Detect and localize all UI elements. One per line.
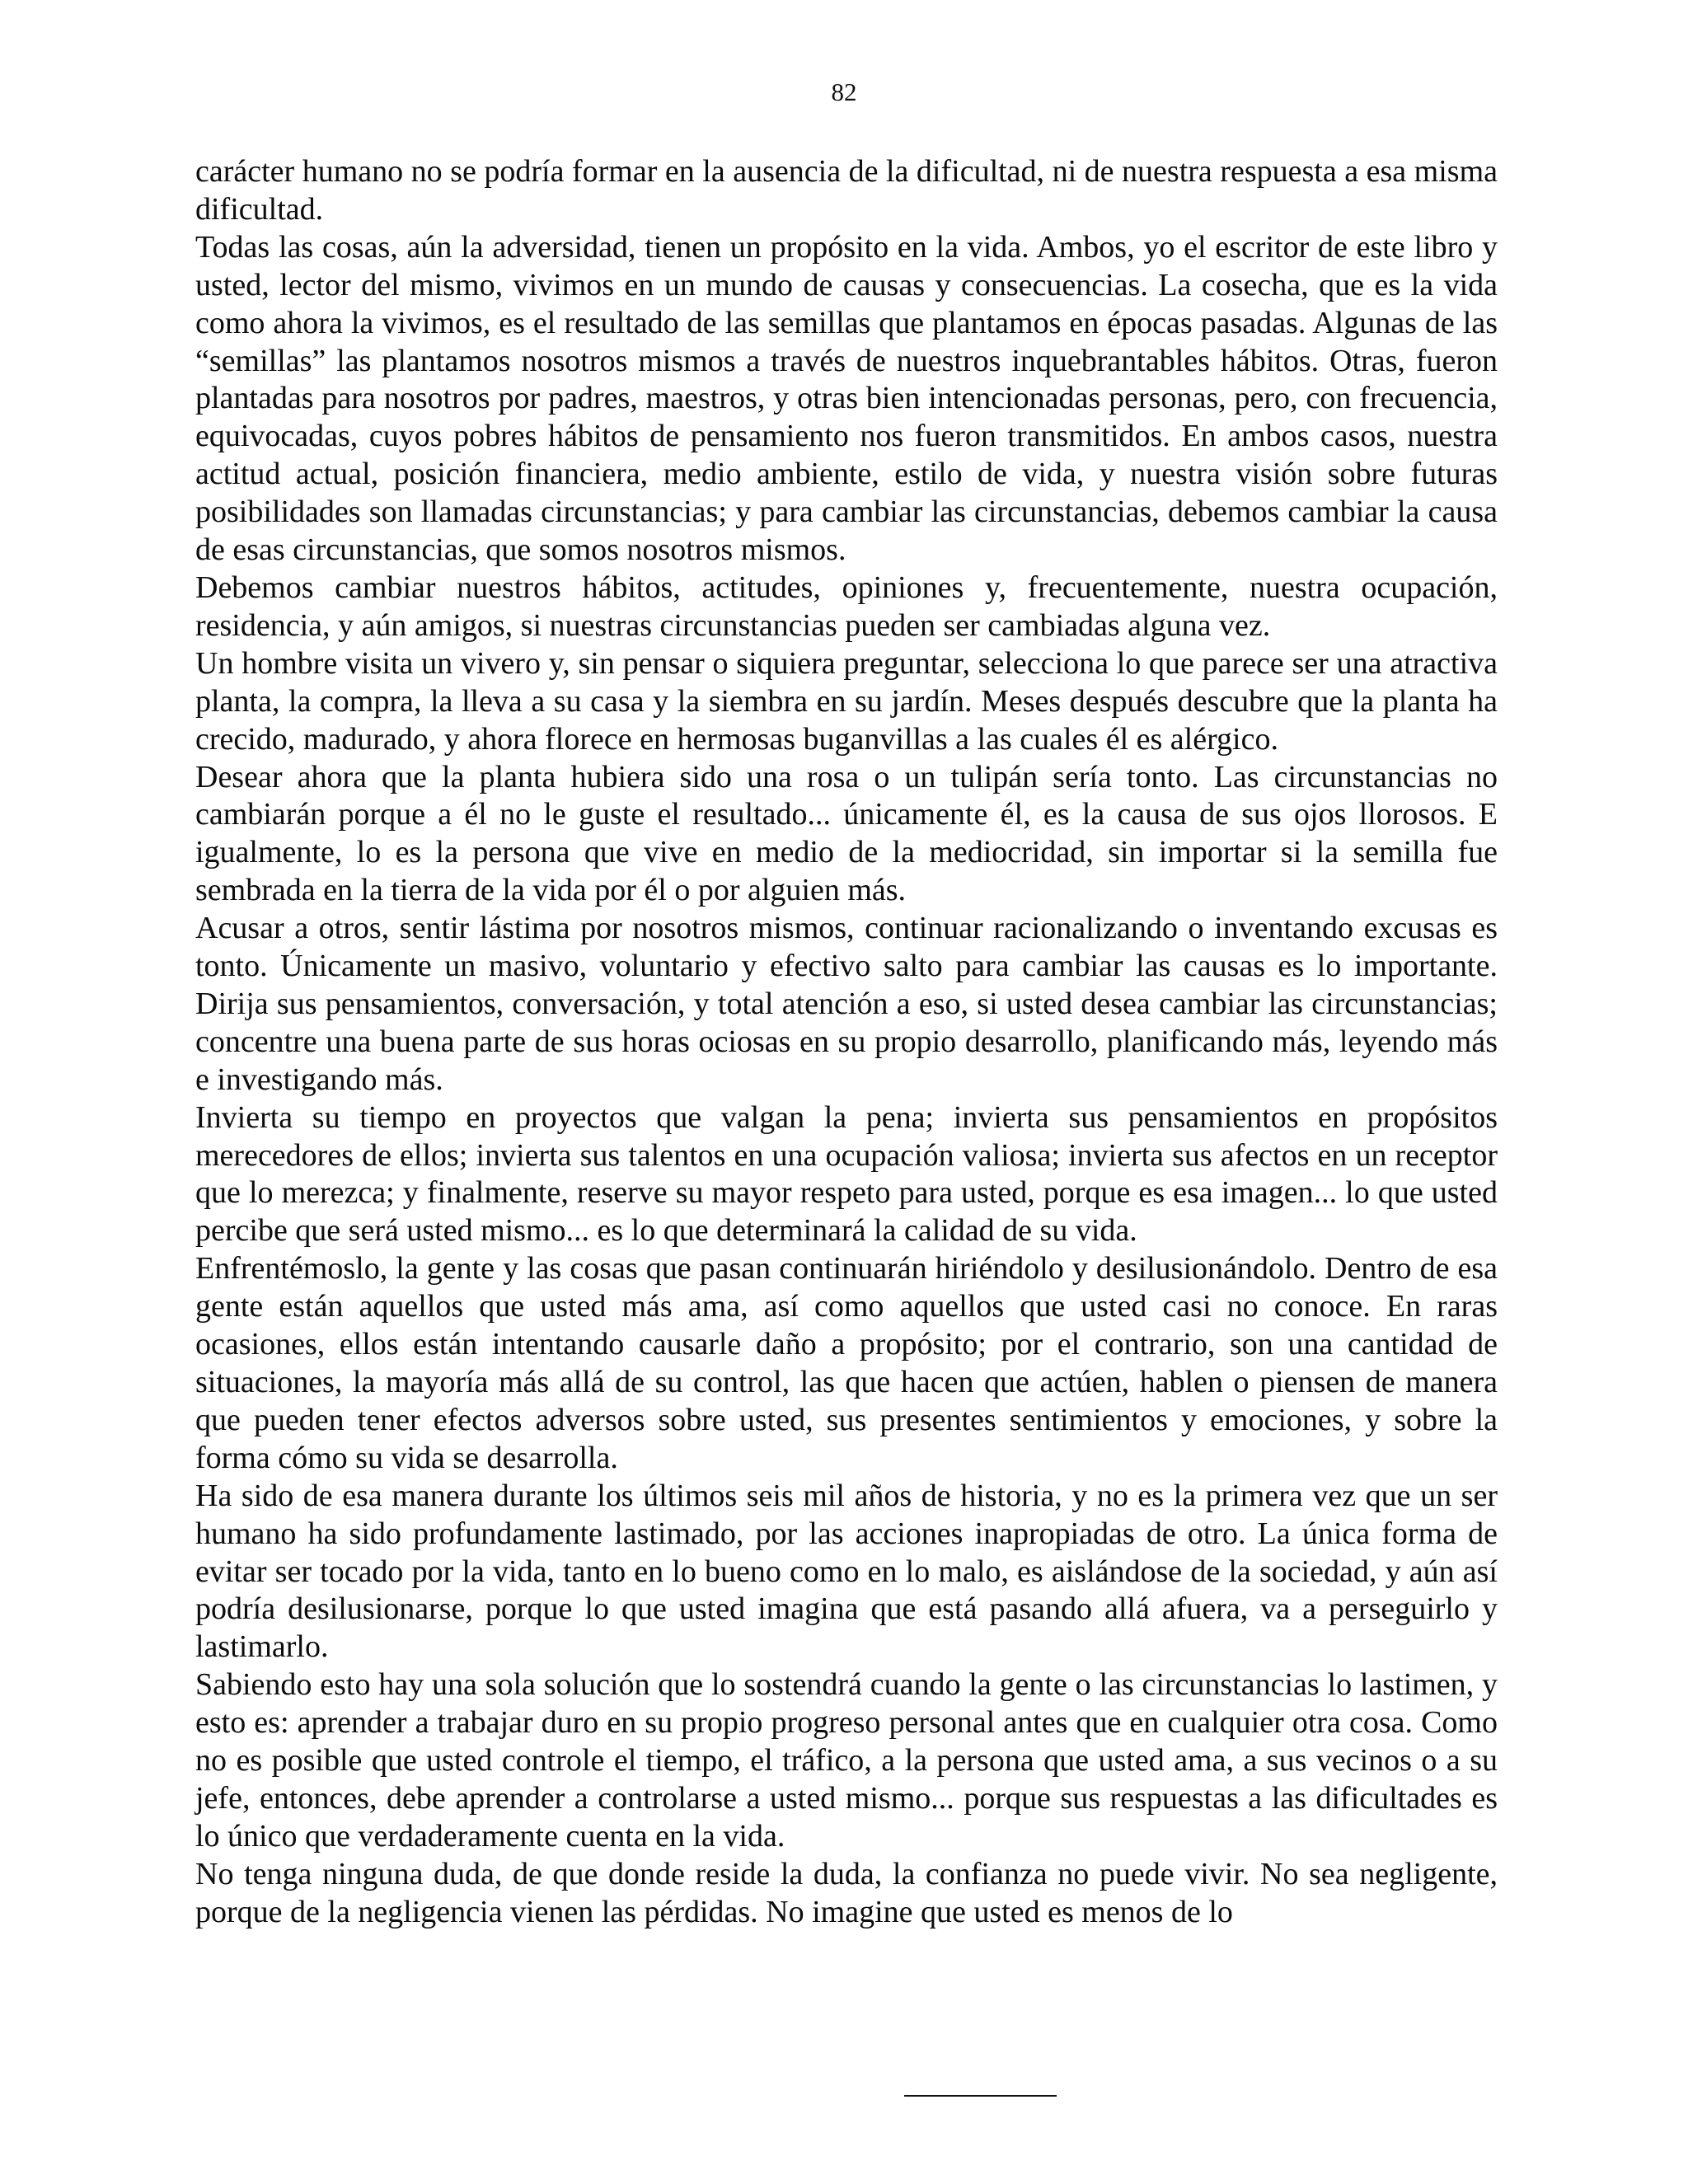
- paragraph-11: No tenga ninguna duda, de que donde reside la duda, la confianza no puede vivir. No sea negligente, porque de la negligencia vienen las pérdidas. No imagine que usted es menos de lo: [195, 1856, 1498, 1929]
- paragraph-1: carácter humano no se podría formar en la ausencia de la dificultad, ni de nuestra respuesta a esa misma dificultad.: [195, 154, 1498, 227]
- paragraph-10: Sabiendo esto hay una sola solución que lo sostendrá cuando la gente o las circunstancias lo lastimen, y esto es: aprender a trabajar duro en su propio progreso personal antes que en cualquier otra cosa. Como no es posible que usted controle el tiempo, el tráfico, a la persona que usted ama, a sus vecinos o a su jefe, entonces, debe aprender a controlarse a usted mismo... porque sus respuestas a las dificultades es lo único que verdaderamente cuenta en la vida.: [195, 1667, 1498, 1854]
- body-text: [195, 153, 1498, 1932]
- paragraph-4: Un hombre visita un vivero y, sin pensar o siquiera preguntar, selecciona lo que parece ser una atractiva planta, la compra, la lleva a su casa y la siembra en su jardín. Meses después descubre que la planta ha crecido, madurado, y ahora florece en hermosas buganvillas a las cuales él es alérgico.: [195, 645, 1498, 757]
- paragraph-2: Todas las cosas, aún la adversidad, tienen un propósito en la vida. Ambos, yo el escritor de este libro y usted, lector del mismo, vivimos en un mundo de causas y consecuencias. La cosecha, que es la vida como ahora la vivimos, es el resultado de las semillas que plantamos en épocas pasadas. Algunas de las “semillas” las plantamos nosotros mismos a través de nuestros inquebrantables hábitos. Otras, fueron plantadas para nosotros por padres, maestros, y otras bien intencionadas personas, pero, con frecuencia, equivocadas, cuyos pobres hábitos de pensamiento nos fueron transmitidos. En ambos casos, nuestra actitud actual, posición financiera, medio ambiente, estilo de vida, y nuestra visión sobre futuras posibilidades son llamadas circunstancias; y para cambiar las circunstancias, debemos cambiar la causa de esas circunstancias, que somos nosotros mismos.: [195, 229, 1498, 568]
- paragraph-3: Debemos cambiar nuestros hábitos, actitudes, opiniones y, frecuentemente, nuestra ocupación, residencia, y aún amigos, si nuestras circunstancias pueden ser cambiadas alguna vez.: [195, 569, 1498, 643]
- paragraph-8: Enfrentémoslo, la gente y las cosas que pasan continuarán hiriéndolo y desilusionándolo. Dentro de esa gente están aquellos que usted más ama, así como aquellos que usted casi no conoce. En raras ocasiones, ellos están intentando causarle daño a propósito; por el contrario, son una cantidad de situaciones, la mayoría más allá de su control, las que hacen que actúen, hablen o piensen de manera que pueden tener efectos adversos sobre usted, sus presentes sentimientos y emociones, y sobre la forma cómo su vida se desarrolla.: [195, 1251, 1498, 1475]
- paragraph-9: Ha sido de esa manera durante los últimos seis mil años de historia, y no es la primera vez que un ser humano ha sido profundamente lastimado, por las acciones inapropiadas de otro. La única forma de evitar ser tocado por la vida, tanto en lo bueno como en lo malo, es aislándose de la sociedad, y aún así podría desilusionarse, porque lo que usted imagina que está pasando allá afuera, va a perseguirlo y lastimarlo.: [195, 1478, 1498, 1665]
- paragraph-7: Invierta su tiempo en proyectos que valgan la pena; invierta sus pensamientos en propósitos merecedores de ellos; invierta sus talentos en una ocupación valiosa; invierta sus afectos en un receptor que lo merezca; y finalmente, reserve su mayor respeto para usted, porque es esa imagen... lo que usted percibe que será usted mismo... es lo que determinará la calidad de su vida.: [195, 1099, 1498, 1249]
- page-number: 82: [831, 77, 857, 106]
- paragraph-6: Acusar a otros, sentir lástima por nosotros mismos, continuar racionalizando o inventando excusas es tonto. Únicamente un masivo, voluntario y efectivo salto para cambiar las causas es lo importante. Dirija sus pensamientos, conversación, y total atención a eso, si usted desea cambiar las circunstancias; concentre una buena parte de sus horas ociosas en su propio desarrollo, planificando más, leyendo más e investigando más.: [195, 911, 1498, 1097]
- footnote-separator: [904, 2095, 1057, 2097]
- paragraph-5: Desear ahora que la planta hubiera sido una rosa o un tulipán sería tonto. Las circunstancias no cambiarán porque a él no le guste el resultado... únicamente él, es la causa de sus ojos llorosos. E igualmente, lo es la persona que vive en medio de la mediocridad, sin importar si la semilla fue sembrada en la tierra de la vida por él o por alguien más.: [195, 759, 1498, 908]
